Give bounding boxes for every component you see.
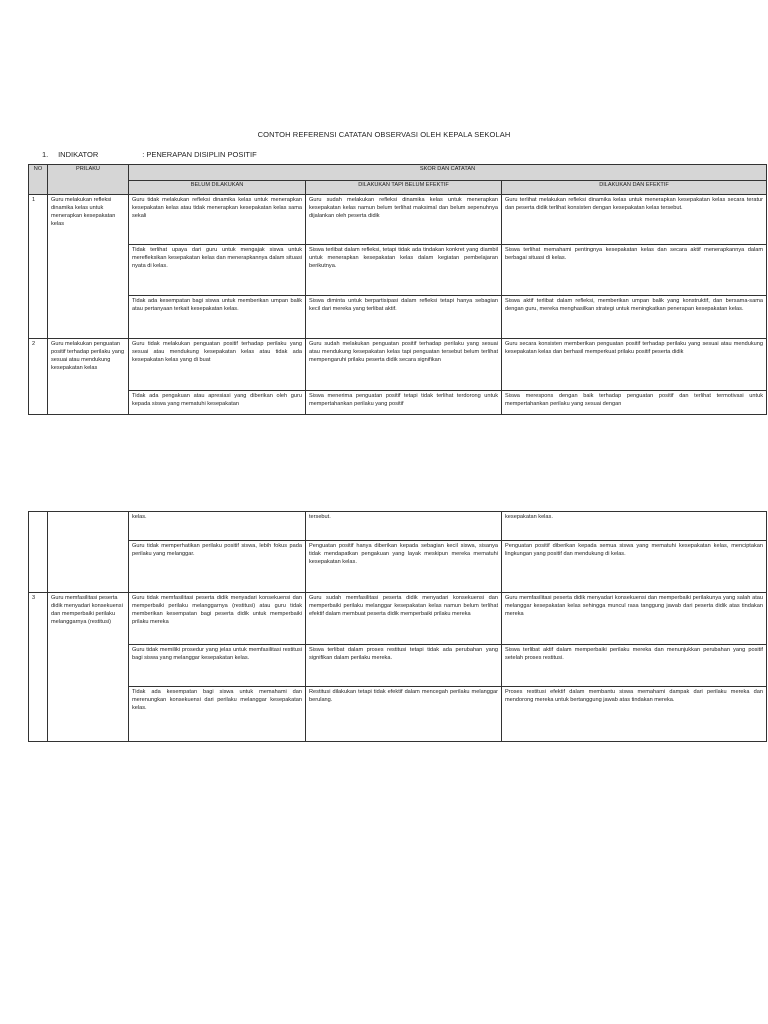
table-cell: Tidak ada pengakuan atau apresiasi yang diberikan oleh guru kepada siswa yang mematuhi kesepakatan xyxy=(129,391,306,415)
indicator-value: : PENERAPAN DISIPLIN POSITIF xyxy=(142,150,257,159)
table-cell: Tidak ada kesempatan bagi siswa untuk memahami dan merenungkan konsekuensi dari perilaku melanggar kesepakatan kelas. xyxy=(129,687,306,742)
observation-table-page-1 xyxy=(28,164,767,415)
indicator-number: 1. xyxy=(42,150,49,159)
prilaku-cell: Guru memfasilitasi peserta didik menyadari konsekuensi dan memperbaiki perilaku melanggarnya (restitusi) xyxy=(48,593,129,742)
table-cell: tersebut. xyxy=(306,512,502,541)
table-row xyxy=(29,245,767,296)
table-cell: Guru memfasilitasi peserta didik menyadari konsekuensi dan memperbaiki perilakunya yang salah atau melanggar kesepakatan kelas sehingga muncul rasa tanggung jawab dari peserta didik atas tindakan mereka xyxy=(502,593,767,645)
table-row xyxy=(29,593,767,645)
table-cell: Guru tidak melakukan refleksi dinamika kelas untuk menerapkan kesepakatan kelas atau tidak menerapkan kesepakatan kelas sama sekali xyxy=(129,195,306,245)
table-cell: Guru tidak memperhatikan perilaku positif siswa, lebih fokus pada perilaku yang melanggar. xyxy=(129,541,306,593)
header-dilakukan-dan-efektif: DILAKUKAN DAN EFEKTIF xyxy=(502,181,767,195)
table-cell: Tidak terlihat upaya dari guru untuk mengajak siswa untuk merefleksikan kesepakatan kelas dan menerapkannya dalam situasi nyata di kelas. xyxy=(129,245,306,296)
indicator-line xyxy=(42,150,442,159)
row-number: 1 xyxy=(29,195,48,339)
table-row xyxy=(29,296,767,339)
indicator-label: INDIKATOR xyxy=(58,150,99,159)
header-dilakukan-tapi-belum-efektif: DILAKUKAN TAPI BELUM EFEKTIF xyxy=(306,181,502,195)
table-row xyxy=(29,512,767,541)
prilaku-cell: Guru melakukan penguatan positif terhadap perilaku yang sesuai atau mendukung kesepakatan kelas xyxy=(48,339,129,415)
table-cell: Penguatan positif diberikan kepada semua siswa yang mematuhi kesepakatan kelas, menciptakan lingkungan yang positif dan mendukung di kelas. xyxy=(502,541,767,593)
table-cell: Guru tidak memfasilitasi peserta didik menyadari konsekuensi dan memperbaiki perilaku melanggarnya (restitusi) atau guru tidak memberikan kesempatan bagi peserta didik untuk memperbaiki prilaku mereka xyxy=(129,593,306,645)
table-cell: Penguatan positif hanya diberikan kepada sebagian kecil siswa, sisanya tidak mendapatkan pengakuan yang layak meskipun mereka mematuhi kesepakatan kelas. xyxy=(306,541,502,593)
table-cell: kesepakatan kelas. xyxy=(502,512,767,541)
table-cell: Siswa terlibat aktif dalam memperbaiki perilaku mereka dan menunjukkan perubahan yang positif setelah proses restitusi. xyxy=(502,645,767,687)
header-belum-dilakukan: BELUM DILAKUKAN xyxy=(129,181,306,195)
table-row xyxy=(29,339,767,391)
table-cell: Siswa terlihat memahami pentingnya kesepakatan kelas dan secara aktif menerapkannya dalam berbagai situasi di kelas. xyxy=(502,245,767,296)
table-cell: Proses restitusi efektif dalam membantu siswa memahami dampak dari perilaku mereka dan mendorong mereka untuk bertanggung jawab atas tindakan mereka. xyxy=(502,687,767,742)
table-cell: Guru tidak memiliki prosedur yang jelas untuk memfasilitasi restitusi bagi siswa yang melanggar kesepakatan kelas. xyxy=(129,645,306,687)
table-cell: Siswa terlibat dalam refleksi, tetapi tidak ada tindakan konkret yang diambil untuk menerapkan kesepakatan kelas dalam kegiatan pembelajaran berikutnya. xyxy=(306,245,502,296)
table-row xyxy=(29,645,767,687)
prilaku-cell xyxy=(48,512,129,593)
table-cell: Siswa menerima penguatan positif tetapi tidak terlihat terdorong untuk mempertahankan perilaku yang positif xyxy=(306,391,502,415)
table-cell: Guru sudah melakukan refleksi dinamika kelas untuk menerapkan kesepakatan kelas namun belum terlihat maksimal dan belum sepenuhnya dijalankan oleh peserta didik xyxy=(306,195,502,245)
observation-table-page-2 xyxy=(28,511,767,742)
table-cell: Guru tidak melakukan penguatan positif terhadap perilaku yang sesuai atau mendukung kesepakatan kelas atau tidak ada kesepakatan kelas yang di buat xyxy=(129,339,306,391)
table-row xyxy=(29,687,767,742)
row-number xyxy=(29,512,48,593)
header-prilaku: PRILAKU xyxy=(48,165,129,195)
table-cell: Siswa terlibat dalam proses restitusi tetapi tidak ada perubahan yang signifikan dalam perilaku mereka. xyxy=(306,645,502,687)
row-number: 3 xyxy=(29,593,48,742)
table-cell: Tidak ada kesempatan bagi siswa untuk memberikan umpan balik atau pertanyaan terkait kesepakatan kelas. xyxy=(129,296,306,339)
table-row xyxy=(29,391,767,415)
header-skor-dan-catatan: SKOR DAN CATATAN xyxy=(129,165,767,181)
table-cell: Guru sudah memfasilitasi peserta didik menyadari konsekuensi dan memperbaiki perilaku melanggar kesepakatan kelas namun belum terlihat efektif dalam membuat peserta didik memperbaiki prilaku mereka xyxy=(306,593,502,645)
table-cell: Siswa aktif terlibat dalam refleksi, memberikan umpan balik yang konstruktif, dan bersama-sama dengan guru, mereka menghasilkan strategi untuk meningkatkan penerapan kesepakatan kelas. xyxy=(502,296,767,339)
table-row xyxy=(29,195,767,245)
row-number: 2 xyxy=(29,339,48,415)
table-cell: Siswa diminta untuk berpartisipasi dalam refleksi tetapi hanya sebagian kecil dari mereka yang terlibat aktif. xyxy=(306,296,502,339)
table-cell: Siswa merespons dengan baik terhadap penguatan positif dan terlihat termotivasi untuk mempertahankan perilaku yang sesuai dengan xyxy=(502,391,767,415)
table-cell: Guru secara konsisten memberikan penguatan positif terhadap perilaku yang sesuai atau mendukung kesepakatan kelas dan berhasil memperkuat prilaku positif peserta didik xyxy=(502,339,767,391)
header-no: NO xyxy=(29,165,48,195)
table-cell: Restitusi dilakukan tetapi tidak efektif dalam mencegah perilaku melanggar berulang. xyxy=(306,687,502,742)
table-row xyxy=(29,541,767,593)
document-title: CONTOH REFERENSI CATATAN OBSERVASI OLEH KEPALA SEKOLAH xyxy=(257,130,511,139)
table-cell: kelas. xyxy=(129,512,306,541)
table-cell: Guru terlihat melakukan refleksi dinamika kelas untuk menerapkan kesepakatan kelas secara teratur dan peserta didik terlihat konsisten dengan kesepakatan kelas tersebut. xyxy=(502,195,767,245)
table-cell: Guru sudah melakukan penguatan positif terhadap perilaku yang sesuai atau mendukung kesepakatan kelas tapi penguatan tersebut belum terlihat mempengaruhi prilaku peserta didik secara signifikan xyxy=(306,339,502,391)
prilaku-cell: Guru melakukan refleksi dinamika kelas untuk menerapkan kesepakatan kelas xyxy=(48,195,129,339)
